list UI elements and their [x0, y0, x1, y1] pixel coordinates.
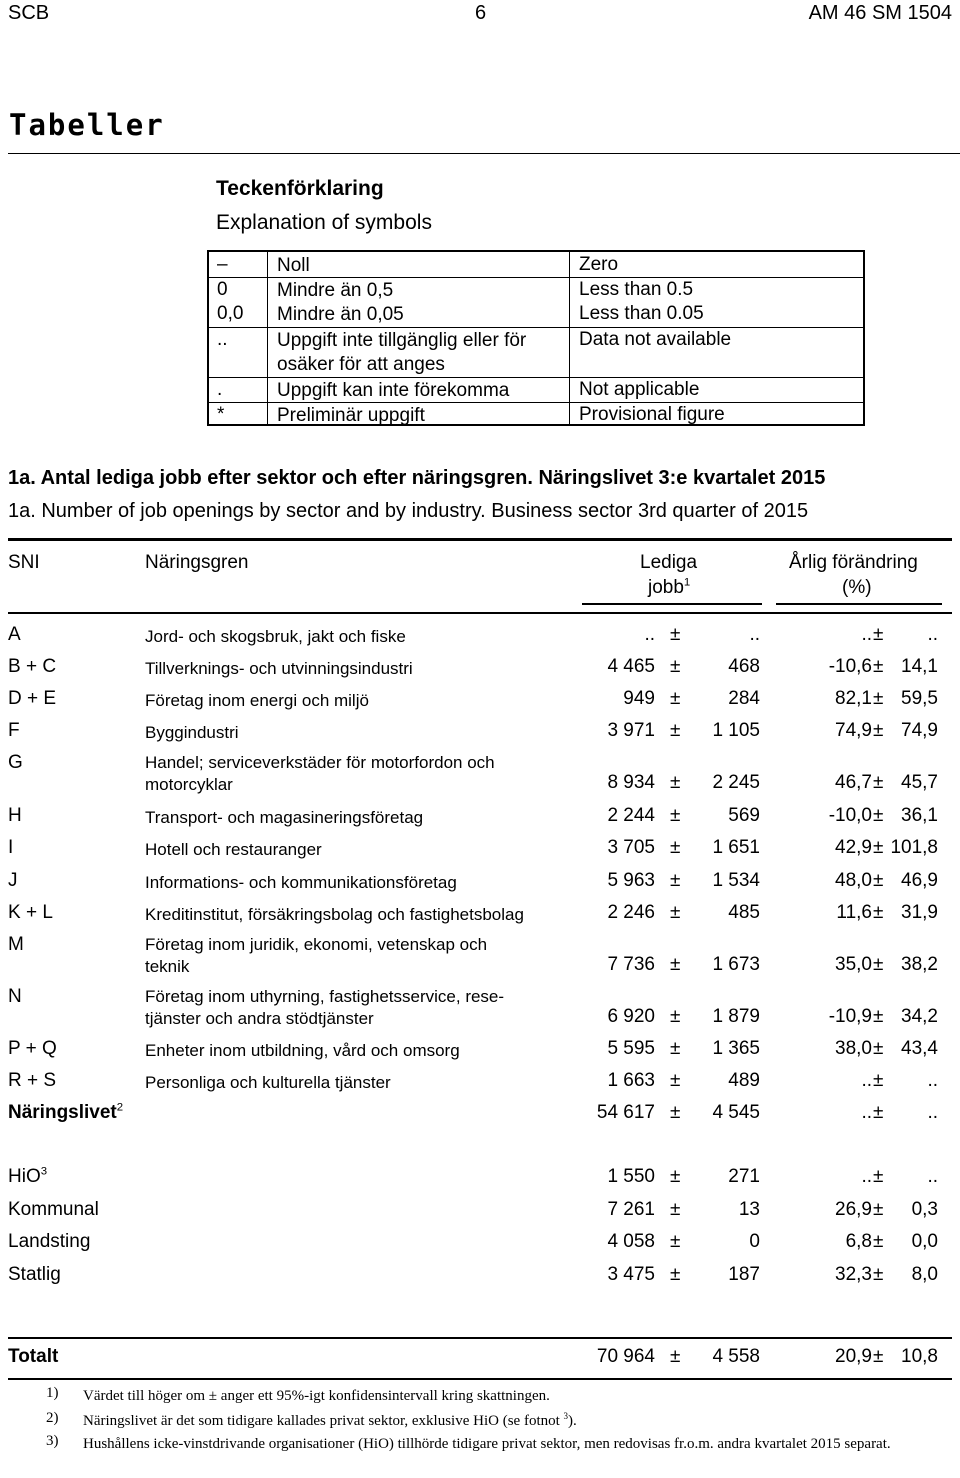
row-jobs: 54 617: [596, 1102, 655, 1123]
row-name: Transport- och magasineringsföretag: [145, 808, 424, 827]
row-pm: ±: [670, 870, 681, 891]
row-pm: ±: [873, 954, 884, 975]
table-row: [0, 932, 960, 982]
col-header-jobs-line2: jobb$^1$: [648, 576, 691, 598]
row-ci-change: 0,3: [911, 1199, 938, 1220]
row-name: Tillverknings- och utvinningsindustri: [145, 659, 413, 678]
row-pm: ±: [873, 1199, 884, 1220]
table-row: [0, 720, 960, 750]
row-change: 11,6: [836, 902, 872, 923]
row-pm: ±: [873, 1102, 884, 1123]
row-ci-change: 38,2: [901, 954, 938, 975]
table-row: [0, 902, 960, 932]
table-top-rule: [8, 538, 952, 541]
row-change: -10,6: [828, 656, 872, 677]
col-header-industry: Näringsgren: [145, 552, 249, 573]
table-bottom-rule: [8, 1378, 952, 1380]
row-name: Kreditinstitut, försäkringsbolag och fastighetsbolag: [145, 905, 524, 924]
row-name: Enheter inom utbildning, vård och omsorg: [145, 1041, 460, 1060]
row-pm: ±: [873, 624, 884, 645]
row-change: 26,9: [835, 1199, 872, 1220]
row-name-cont: tjänster och andra stödtjänster: [145, 1009, 374, 1028]
footnote-text: Hushållens icke-vinstdrivande organisationer (HiO) tillhörde tidigare privat sektor, men redovisas fr.o.m. andra kvartalet 2015 separat.: [83, 1436, 891, 1452]
row-ci-change: 74,9: [901, 720, 938, 741]
row-pm: ±: [670, 1231, 681, 1252]
row-pm: ±: [670, 837, 681, 858]
row-ci-jobs: 489: [728, 1070, 760, 1091]
row-jobs: 3 971: [607, 720, 655, 741]
row-ci-jobs: 284: [728, 688, 760, 709]
row-ci-jobs: 187: [728, 1264, 760, 1285]
row-code: G: [8, 752, 23, 773]
legend-en: Less than 0.05: [579, 303, 704, 324]
row-ci-change: ..: [927, 1166, 938, 1187]
row-ci-change: 8,0: [911, 1264, 938, 1285]
row-ci-change: ..: [927, 1070, 938, 1091]
grand-total-row: [0, 1346, 960, 1376]
row-pm: ±: [873, 656, 884, 677]
row-code: Totalt: [8, 1346, 59, 1367]
row-pm: ±: [670, 1199, 681, 1220]
row-code: R + S: [8, 1070, 57, 1091]
row-change: 20,9: [835, 1346, 872, 1367]
legend-en: Zero: [579, 254, 619, 275]
row-jobs: 7 736: [607, 954, 655, 975]
row-pm: ±: [670, 624, 681, 645]
table-row: [0, 750, 960, 800]
row-ci-jobs: ..: [749, 624, 760, 645]
row-change: 42,9: [835, 837, 872, 858]
row-pm: ±: [873, 1166, 884, 1187]
legend-en: Provisional figure: [579, 404, 725, 425]
row-name: Handel; serviceverkstäder för motorfordon och: [145, 753, 495, 772]
row-ci-jobs: 1 105: [712, 720, 760, 741]
row-ci-jobs: 4 545: [712, 1102, 760, 1123]
legend-symbol: ..: [217, 329, 228, 350]
table-row: [0, 837, 960, 867]
table-caption-en: 1a. Number of job openings by sector and by industry. Business sector 3rd quarter of 2015: [8, 500, 809, 522]
row-code: D + E: [8, 688, 57, 709]
row-pm: ±: [670, 902, 681, 923]
row-code: M: [8, 934, 24, 955]
row-ci-jobs: 485: [728, 902, 760, 923]
legend-symbol: 0: [217, 279, 228, 300]
row-code: J: [8, 870, 18, 891]
page-title: Tabeller: [9, 108, 165, 142]
row-code: F: [8, 720, 20, 741]
row-pm: ±: [670, 772, 681, 793]
legend-sv: Preliminär uppgift: [277, 405, 425, 426]
row-ci-change: 31,9: [901, 902, 938, 923]
row-pm: ±: [670, 720, 681, 741]
row-code: N: [8, 986, 22, 1007]
row-name: Personliga och kulturella tjänster: [145, 1073, 391, 1092]
row-code: Näringslivet$^2$: [8, 1101, 124, 1123]
title-rule: [8, 153, 960, 154]
row-change: ..: [861, 1102, 872, 1123]
row-pm: ±: [873, 1038, 884, 1059]
row-jobs: 3 475: [607, 1264, 655, 1285]
legend-sv: Uppgift inte tillgänglig eller för osäker för att anges: [277, 330, 527, 375]
row-name: Företag inom energi och miljö: [145, 691, 369, 710]
row-ci-change: 45,7: [901, 772, 938, 793]
row-name-cont: motorcyklar: [145, 775, 233, 794]
header-right: AM 46 SM 1504: [808, 2, 952, 24]
total-top-rule: [8, 1337, 952, 1339]
row-jobs: 1 663: [607, 1070, 655, 1091]
row-pm: ±: [670, 1264, 681, 1285]
legend-row-divider: [209, 327, 863, 328]
row-jobs: 2 246: [607, 902, 655, 923]
row-pm: ±: [873, 1070, 884, 1091]
row-pm: ±: [873, 772, 884, 793]
row-jobs: 70 964: [596, 1346, 655, 1367]
row-jobs: ..: [644, 624, 655, 645]
sector-row: [0, 1166, 960, 1196]
header-left: SCB: [8, 2, 50, 24]
row-name: Informations- och kommunikationsföretag: [145, 873, 457, 892]
legend-sv: Mindre än 0,05: [277, 304, 404, 325]
row-code: B + C: [8, 656, 57, 677]
row-jobs: 8 934: [607, 772, 655, 793]
table-row: [0, 1070, 960, 1100]
row-ci-change: 101,8: [890, 837, 938, 858]
row-change: -10,0: [828, 805, 872, 826]
row-change: 74,9: [835, 720, 872, 741]
row-ci-jobs: 1 534: [712, 870, 760, 891]
legend-row-divider: [209, 377, 863, 378]
footnote-text: Värdet till höger om ± anger ett 95%-igt konfidensintervall kring skattningen.: [83, 1388, 550, 1404]
row-ci-change: ..: [927, 1102, 938, 1123]
row-change: 6,8: [845, 1231, 872, 1252]
row-pm: ±: [873, 1264, 884, 1285]
table-row: [0, 688, 960, 718]
row-pm: ±: [873, 688, 884, 709]
row-pm: ±: [873, 720, 884, 741]
legend-title-en: Explanation of symbols: [216, 211, 432, 234]
row-change: 46,7: [835, 772, 872, 793]
col-header-change: Årlig förändring: [789, 552, 918, 573]
row-jobs: 949: [623, 688, 655, 709]
row-ci-jobs: 0: [749, 1231, 760, 1252]
row-change: 82,1: [835, 688, 872, 709]
row-code: P + Q: [8, 1038, 57, 1059]
row-ci-change: ..: [927, 624, 938, 645]
row-ci-change: 10,8: [901, 1346, 938, 1367]
row-ci-change: 59,5: [901, 688, 938, 709]
row-ci-change: 46,9: [901, 870, 938, 891]
row-ci-change: 34,2: [901, 1006, 938, 1027]
row-change: ..: [861, 624, 872, 645]
legend-en: Not applicable: [579, 379, 700, 400]
row-pm: ±: [670, 1166, 681, 1187]
row-pm: ±: [670, 954, 681, 975]
legend-sv: Mindre än 0,5: [277, 280, 394, 301]
row-pm: ±: [670, 1038, 681, 1059]
col-header-sni: SNI: [8, 552, 40, 573]
row-name-cont: teknik: [145, 957, 190, 976]
row-ci-jobs: 1 365: [712, 1038, 760, 1059]
row-change: ..: [861, 1166, 872, 1187]
row-ci-jobs: 13: [738, 1199, 760, 1220]
col-header-jobs: Lediga: [640, 552, 698, 573]
row-pm: ±: [670, 805, 681, 826]
row-code: Statlig: [8, 1264, 61, 1285]
row-code: HiO$^3$: [8, 1165, 48, 1187]
row-pm: ±: [873, 805, 884, 826]
row-name: Företag inom uthyrning, fastighetsservice, rese-: [145, 987, 505, 1006]
row-pm: ±: [873, 870, 884, 891]
legend-symbol: –: [217, 254, 228, 275]
row-pm: ±: [873, 1231, 884, 1252]
business-total-row: [0, 1102, 960, 1132]
legend-sv: Uppgift kan inte förekomma: [277, 380, 510, 401]
legend-en: Data not available: [579, 329, 732, 350]
row-code: A: [8, 624, 21, 645]
row-ci-jobs: 1 879: [712, 1006, 760, 1027]
row-jobs: 2 244: [607, 805, 655, 826]
legend-sv: Noll: [277, 255, 310, 276]
row-change: 38,0: [835, 1038, 872, 1059]
row-jobs: 4 465: [607, 656, 655, 677]
row-name: Hotell och restauranger: [145, 840, 322, 859]
row-ci-jobs: 468: [728, 656, 760, 677]
table-row: [0, 984, 960, 1034]
row-pm: ±: [873, 1006, 884, 1027]
row-code: H: [8, 805, 22, 826]
row-ci-change: 43,4: [901, 1038, 938, 1059]
row-name: Jord- och skogsbruk, jakt och fiske: [145, 627, 406, 646]
table-row: [0, 624, 960, 654]
row-jobs: 4 058: [607, 1231, 655, 1252]
row-pm: ±: [873, 837, 884, 858]
sector-row: [0, 1264, 960, 1294]
table-header-rule: [8, 612, 952, 614]
row-change: 35,0: [835, 954, 872, 975]
row-jobs: 5 963: [607, 870, 655, 891]
row-ci-jobs: 569: [728, 805, 760, 826]
row-code: Kommunal: [8, 1199, 99, 1220]
row-code: Landsting: [8, 1231, 91, 1252]
col-header-change-unit: (%): [842, 577, 872, 598]
row-pm: ±: [670, 656, 681, 677]
table-row: [0, 656, 960, 686]
sector-row: [0, 1199, 960, 1229]
footnote-number: 1): [46, 1385, 59, 1401]
table-caption-sv: 1a. Antal lediga jobb efter sektor och efter näringsgren. Näringslivet 3:e kvartalet 2015: [8, 467, 826, 489]
legend-table: [207, 250, 865, 426]
row-name: Företag inom juridik, ekonomi, vetenskap och: [145, 935, 488, 954]
row-pm: ±: [670, 1070, 681, 1091]
page-number: 6: [475, 2, 487, 24]
row-code: K + L: [8, 902, 53, 923]
row-pm: ±: [670, 1102, 681, 1123]
sector-row: [0, 1231, 960, 1261]
row-jobs: 5 595: [607, 1038, 655, 1059]
row-ci-jobs: 271: [728, 1166, 760, 1187]
row-ci-change: 36,1: [901, 805, 938, 826]
table-row: [0, 805, 960, 835]
legend-symbol: 0,0: [217, 303, 244, 324]
row-jobs: 7 261: [607, 1199, 655, 1220]
row-pm: ±: [670, 1346, 681, 1367]
footnote-number: 2): [46, 1410, 59, 1426]
row-pm: ±: [670, 1006, 681, 1027]
row-change: -10,9: [828, 1006, 872, 1027]
legend-en: Less than 0.5: [579, 279, 694, 300]
row-change: 32,3: [835, 1264, 872, 1285]
row-name: Byggindustri: [145, 723, 239, 742]
row-jobs: 6 920: [607, 1006, 655, 1027]
row-ci-jobs: 4 558: [712, 1346, 760, 1367]
row-change: 48,0: [835, 870, 872, 891]
row-pm: ±: [670, 688, 681, 709]
row-change: ..: [861, 1070, 872, 1091]
row-ci-change: 14,1: [901, 656, 938, 677]
footnote-text: Näringslivet är det som tidigare kallades privat sektor, exklusive HiO (se fotnot $^3$).: [83, 1411, 577, 1429]
legend-title-sv: Teckenförklaring: [216, 177, 384, 200]
row-jobs: 3 705: [607, 837, 655, 858]
table-row: [0, 870, 960, 900]
row-ci-jobs: 1 651: [712, 837, 760, 858]
row-pm: ±: [873, 1346, 884, 1367]
table-row: [0, 1038, 960, 1068]
legend-symbol: .: [217, 379, 223, 400]
legend-symbol: *: [217, 404, 225, 425]
row-ci-change: 0,0: [911, 1231, 938, 1252]
row-code: I: [8, 837, 14, 858]
row-ci-jobs: 1 673: [712, 954, 760, 975]
footnote-number: 3): [46, 1433, 59, 1449]
change-header-rule: [776, 603, 942, 605]
row-pm: ±: [873, 902, 884, 923]
row-ci-jobs: 2 245: [712, 772, 760, 793]
row-jobs: 1 550: [607, 1166, 655, 1187]
jobs-header-rule: [582, 603, 762, 605]
